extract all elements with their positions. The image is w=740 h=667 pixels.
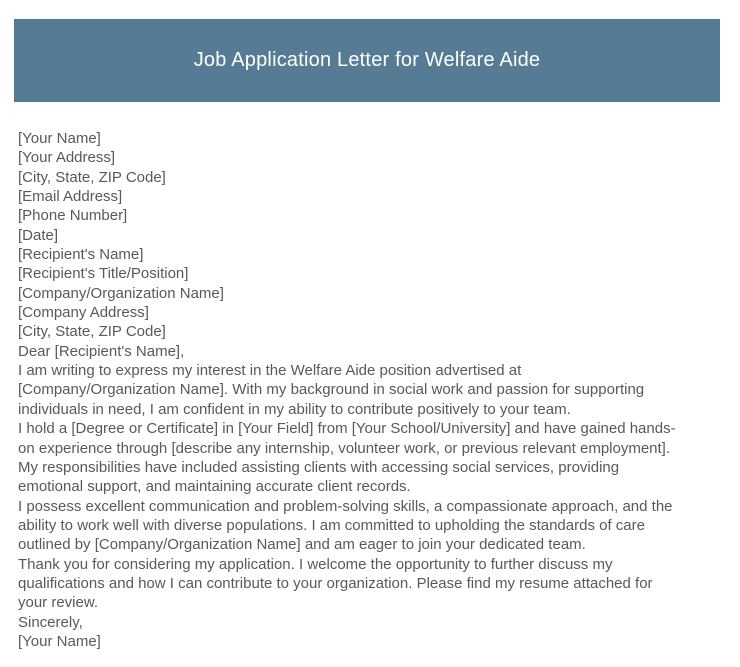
letter-line: Thank you for considering my application. I welcome the opportunity to further discuss my [18, 555, 613, 573]
letter-line: [City, State, ZIP Code] [18, 168, 166, 186]
letter-line: ability to work well with diverse populations. I am committed to upholding the standards of care [18, 516, 645, 534]
letter-line: individuals in need, I am confident in my ability to contribute positively to your team. [18, 400, 571, 418]
letter-line: emotional support, and maintaining accurate client records. [18, 478, 411, 496]
letter-line: qualifications and how I can contribute to your organization. Please find my resume attached for [18, 574, 653, 592]
letter-line: outlined by [Company/Organization Name] and am eager to join your dedicated team. [18, 536, 586, 554]
letter-line: [Your Address] [18, 149, 116, 167]
letter-line: on experience through [describe any internship, volunteer work, or previous relevant employment]. [18, 439, 671, 457]
letter-body [18, 129, 730, 651]
document-title: Job Application Letter for Welfare Aide [193, 49, 541, 71]
document-title-bar [14, 19, 720, 102]
letter-line: [Company/Organization Name] [18, 284, 224, 302]
letter-line: [Recipient's Name] [18, 246, 144, 264]
letter-line: [Recipient's Title/Position] [18, 265, 189, 283]
letter-line: My responsibilities have included assisting clients with accessing social services, providing [18, 458, 620, 476]
letter-line: [Email Address] [18, 188, 123, 206]
letter-line: [Company/Organization Name]. With my background in social work and passion for supporting [18, 381, 645, 399]
letter-line: I am writing to express my interest in the Welfare Aide position advertised at [18, 362, 522, 380]
letter-line: [Your Name] [18, 632, 101, 650]
letter-line: [City, State, ZIP Code] [18, 323, 166, 341]
letter-line: I possess excellent communication and problem-solving skills, a compassionate approach, and the [18, 497, 673, 515]
letter-line: [Date] [18, 226, 59, 244]
letter-line: [Your Name] [18, 130, 101, 147]
letter-line: [Phone Number] [18, 207, 128, 225]
letter-line: your review. [18, 594, 99, 612]
letter-line: Dear [Recipient's Name], [18, 342, 185, 360]
letter-line: [Company Address] [18, 304, 149, 322]
letter-line: I hold a [Degree or Certificate] in [Your Field] from [Your School/University] and have gained hands- [18, 420, 676, 438]
letter-line: Sincerely, [18, 613, 83, 631]
